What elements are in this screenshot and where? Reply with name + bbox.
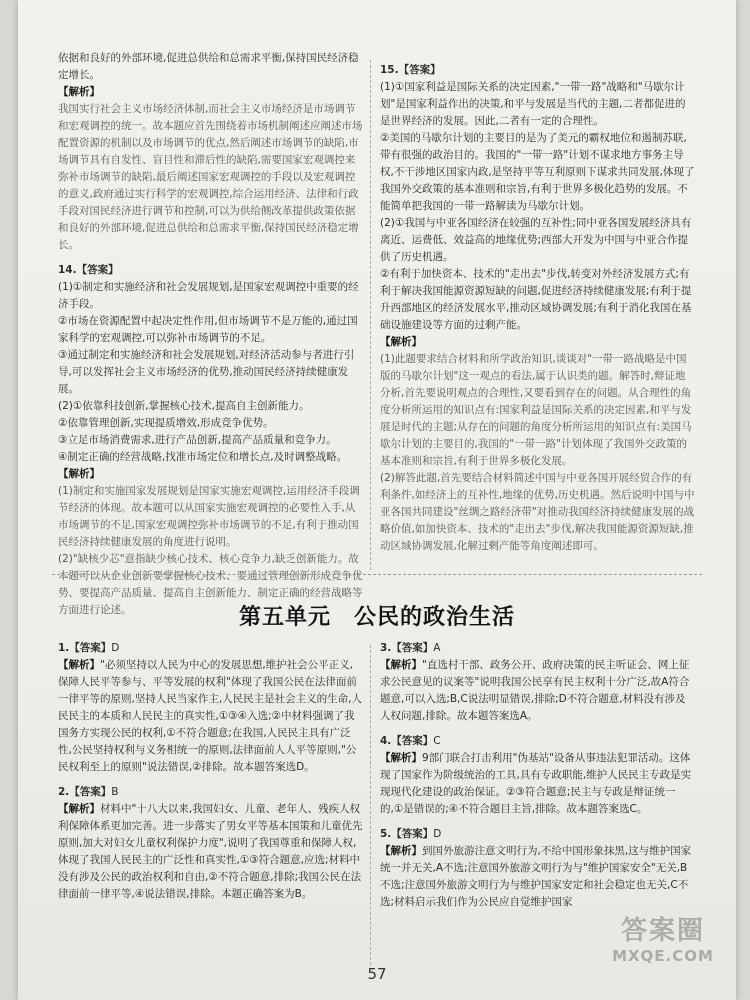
- q5-analysis-text: 到国外旅游注意文明行为,不给中国形象抹黑,这与维护国家统一并无关,A不选;注意国外旅游文明行为与"维护国家安全"无关,B不选;注意国外旅游文明行为与维护国家安定和社会稳定也无关,C不选;材料启示我们作为公民应自觉维护国家: [380, 845, 692, 908]
- q14-answer-line: (1)①制定和实施经济和社会发展规划,是国家宏观调控中重要的经济手段。: [58, 281, 359, 310]
- q14-analysis-text: (1)制定和实施国家发展规划是国家实施宏观调控,运用经济手段调节经济的体现。故本题可以从国家实施宏观调控的必要性入手,从市场调节的不足,国家宏观调控弥补市场调节的不足,有利于推动国民经济持续健康发展的角度进行说明。: [58, 485, 360, 548]
- site-watermark-logo: [608, 910, 718, 990]
- q15-answer-line: (1)①国家利益是国际关系的决定因素,"一带一路"战略和"马歇尔计划"是国家利益作出的决策,和平与发展是当代的主题,二者都促进的是世界经济的发展。因此,二者有一定的合理性。: [380, 81, 686, 127]
- q1-answer-value: D: [111, 642, 120, 654]
- watermark-logo-text: 答案圈: [620, 916, 705, 946]
- q4-analysis-text: 9部门联合打击利用"伪基站"设备从事违法犯罪活动。这体现了国家作为阶级统治的工具,具有专政职能,维护人民民主专政是实现现代化建设的政治保证。②③符合题意;民主与专政是辩证统一的,①是错误的;④不符合题目主旨,排除。故本题答案选C。: [380, 752, 692, 815]
- q3-analysis-label: 【解析】: [380, 659, 422, 671]
- q5-answer-label: 5.【答案】: [380, 828, 434, 840]
- left-top-column: [58, 50, 363, 619]
- q15-analysis-label: 【解析】: [380, 336, 422, 348]
- q1-analysis-label: 【解析】: [58, 659, 100, 671]
- unit-title: 第五单元 公民的政治生活: [238, 604, 515, 630]
- q15-answer-line: ②有利于加快资本、技术的"走出去"步伐,转变对外经济发展方式;有利于解决我国能源资源短缺的问题,促进经济持续健康发展;有利于提升西部地区的经济发展水平,推动区域协调发展;有利于消化我国在基础设施建设等方面的过剩产能。: [380, 268, 692, 331]
- q3-answer-label: 3.【答案】: [380, 642, 434, 654]
- q14-answer-line: ③立足市场消费需求,进行产品创新,提高产品质量和竞争力。: [58, 434, 337, 446]
- watermark-url: MXQE.COM: [612, 947, 714, 965]
- q15-analysis-text: (1)此题要求结合材料和所学政治知识,谈谈对"一带一路战略是中国版的马歇尔计划"这一观点的看法,属于认识类的题。解答时,辩证地分析,首先要说明观点的合理性,又要看到存在的问题。从合理性的角度分析所运用的知识点有:国家利益是国际关系的决定因素,和平与发展是时代的主题;从存在的问题的角度分析所运用的知识点有:美国马歇尔计划的主要目的,我国的"一带一路"计划体现了我国外交政策的基本准则和宗旨,有利于世界多极化发展。: [380, 353, 692, 467]
- right-top-column: [380, 62, 695, 555]
- q2-answer-label: 2.【答案】: [58, 786, 112, 798]
- q4-answer-value: C: [433, 735, 441, 747]
- q15-answer-line: ②美国的马歇尔计划的主要目的是为了美元的霸权地位和遏制苏联,带有很强的政治目的。我国的"一带一路"计划不谋求地方事务主导权,不干涉地区国家内政,是坚持平等互利原则下谋求共同发展,体现了我国外交政策的基本准则和宗旨,有利于世界多极化趋势的发展。不能简单把我国的一带一路解读为马歇尔计划。: [380, 132, 695, 212]
- q14-answer-line: ②依靠管理创新,实现提质增效,形成竞争优势。: [58, 417, 274, 429]
- q14-analysis-label: 【解析】: [58, 468, 100, 480]
- paragraph-continuation: 依据和良好的外部环境,促进总供给和总需求平衡,保持国民经济稳定增长。: [58, 52, 359, 81]
- q5-analysis-label: 【解析】: [380, 845, 422, 857]
- q2-answer-value: B: [111, 786, 119, 798]
- q14-answer-line: ③通过制定和实施经济和社会发展规划,对经济活动参与者进行引导,可以发挥社会主义市场经济的优势,推动国民经济持续健康发展。: [58, 349, 355, 395]
- q15-answer-label: 15.【答案】: [380, 64, 441, 76]
- q15-analysis-text: (2)解答此题,首先要结合材料简述中国与中亚各国开展经贸合作的有利条件,如经济上的互补性,地缘的优势,历史机遇。然后说明中国与中亚各国共同建设"丝绸之路经济带"对推动我国经济持续健康发展的战略价值,如加快资本、技术的"走出去"步伐,解决我国能源资源短缺,推动区域协调发展,化解过剩产能等角度阐述即可。: [380, 472, 695, 552]
- analysis-text: 我国实行社会主义市场经济体制,而社会主义市场经济是市场调节和宏观调控的统一。故本题应首先围绕着市场机制阐述应阐述市场配置资源的机制以及市场调节的优点,然后阐述市场调节的缺陷,市场调节具有自发性、盲目性和滞后性的缺陷,需要国家宏观调控来弥补市场调节的缺陷,最后阐述国家宏观调控的手段以及宏观调控的意义,政府通过实行科学的宏观调控,综合运用经济、法律和行政手段对国民经济进行调节和控制,可以为供给侧改革提供政策依据和良好的外部环境,促进总供给和总需求平衡,保持国民经济稳定增长。: [58, 103, 363, 251]
- q3-analysis-text: "直选村干部、政务公开、政府决策的民主听证会、网上征求公民意见的议案等"说明我国公民享有民主权利十分广泛,故A符合题意,可以入选;B,C说法明显错误,排除;D不符合题意,材料没有涉及人权问题,排除。故本题答案选A。: [380, 659, 690, 722]
- analysis-label: 【解析】: [58, 86, 100, 98]
- column-divider: [370, 645, 371, 965]
- q1-answer-label: 1.【答案】: [58, 642, 112, 654]
- q2-analysis-label: 【解析】: [58, 803, 100, 815]
- page-number: 57: [367, 965, 387, 983]
- column-divider: [370, 60, 371, 570]
- q3-answer-value: A: [433, 642, 441, 654]
- q14-analysis-text: (2)"缺核少芯"意指缺少核心技术、核心竞争力,缺乏创新能力。故本题可以从企业创新要掌握核心技术、要通过管理创新形成竞争优势、要提高产品质量、提高自主创新能力、制定正确的经营战略等方面进行论述。: [58, 553, 363, 616]
- q14-answer-line: (2)①依靠科技创新,掌握核心技术,提高自主创新能力。: [58, 400, 310, 412]
- q14-answer-line: ④制定正确的经营战略,找准市场定位和增长点,及时调整战略。: [58, 451, 348, 463]
- section-divider: [52, 574, 702, 575]
- q4-answer-label: 4.【答案】: [380, 735, 434, 747]
- right-bottom-column: [380, 640, 695, 911]
- q2-analysis-text: 材料中"十八大以来,我国妇女、儿童、老年人、残疾人权利保障体系更加完善。进一步落实了男女平等基本国策和儿童优先原则,加大对妇女儿童权利保护力度",说明了我国尊重和保障人权,体现了我国人民民主的广泛性和真实性,①③符合题意,应选;材料中没有涉及公民的政治权利和自由,②不符合题意,排除;我国公民在法律面前一律平等,④说法错误,排除。本题正确答案为B。: [58, 803, 363, 900]
- q14-answer-line: ②市场在资源配置中起决定性作用,但市场调节不是万能的,通过国家科学的宏观调控,可以弥补市场调节的不足。: [58, 315, 358, 344]
- q1-analysis-text: "必须坚持以人民为中心的发展思想,维护社会公平正义,保障人民平等参与、平等发展的权利"体现了我国公民在法律面前一律平等的原则,坚持人民当家作主,人民民主是社会主义的生命,人民民主的本质和人民民主的真实性,①③④入选;②中材料强调了我国务方实现公民的权利,①不符合题意;在我国,人民民主具有广泛性,公民坚持权利与义务相统一的原则,法律面前人人平等原则,"公民权利至上的原则"说法错误,②排除。故本题答案选D。: [58, 659, 363, 773]
- left-bottom-column: [58, 640, 363, 903]
- textbook-page: [18, 0, 736, 1000]
- q14-answer-label: 14.【答案】: [58, 264, 119, 276]
- q15-answer-line: (2)①我国与中亚各国经济在较强的互补性;同中亚各国发展经济具有离近、运费低、效益高的地缘优势;西部大开发为中国与中亚合作提供了历史机遇。: [380, 217, 692, 263]
- q5-answer-value: D: [433, 828, 442, 840]
- q4-analysis-label: 【解析】: [380, 752, 422, 764]
